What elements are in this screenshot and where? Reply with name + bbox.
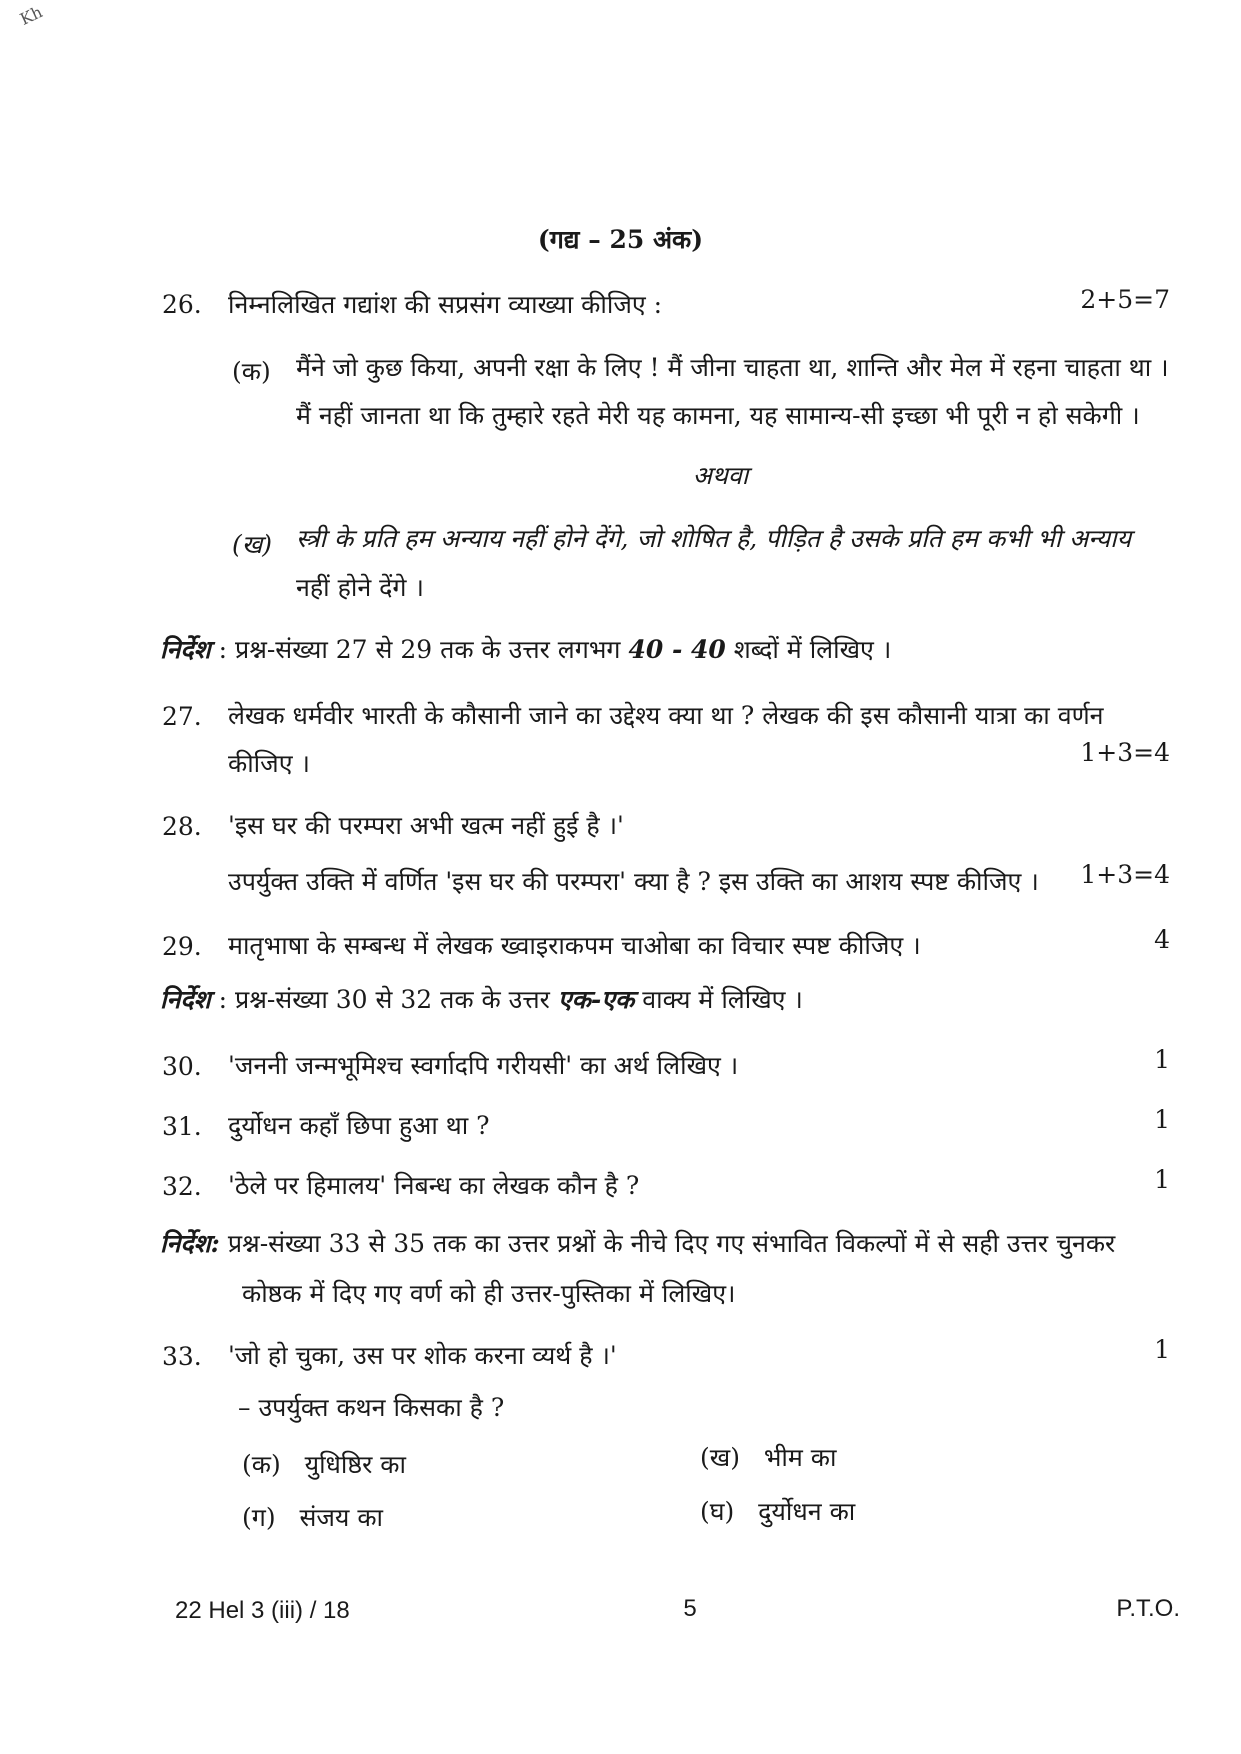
q28-number: 28.: [162, 812, 202, 841]
instruction-pre: : प्रश्न-संख्या 30 से 32 तक के उत्तर: [218, 985, 550, 1014]
q29-number: 29.: [162, 932, 202, 961]
instruction-label: निर्देश: [160, 635, 211, 664]
pto-label: P.T.O.: [1116, 1595, 1180, 1622]
option-label: (घ): [700, 1497, 735, 1526]
q30-number: 30.: [162, 1052, 202, 1081]
q26-marks: 2+5=7: [1080, 285, 1170, 314]
instruction-30-32: [160, 982, 803, 1016]
q29-text: मातृभाषा के सम्बन्ध में लेखक ख्वाइराकपम चाओबा का विचार स्पष्ट कीजिए ।: [228, 931, 921, 960]
q26-a-line1: मैंने जो कुछ किया, अपनी रक्षा के लिए ! मैं जीना चाहता था, शान्ति और मेल में रहना चाहता था ।: [296, 353, 1169, 382]
option-label: (ग): [242, 1503, 276, 1532]
q31-text: दुर्योधन कहाँ छिपा हुआ था ?: [228, 1111, 490, 1140]
q27-number: 27.: [162, 702, 202, 731]
q32-text: 'ठेले पर हिमालय' निबन्ध का लेखक कौन है ?: [228, 1171, 640, 1200]
option-label: (ख): [700, 1443, 740, 1472]
option-text: दुर्योधन का: [758, 1497, 856, 1526]
q31-number: 31.: [162, 1112, 202, 1141]
q30-marks: 1: [1154, 1045, 1170, 1074]
q26-a-label: (क): [232, 357, 271, 386]
paper-code: 22 Hel 3 (iii) / 18: [175, 1597, 350, 1624]
q31-marks: 1: [1154, 1105, 1170, 1134]
option-text: युधिष्ठिर का: [304, 1450, 406, 1479]
q33-line2: – उपर्युक्त कथन किसका है ?: [238, 1393, 505, 1422]
q33-number: 33.: [162, 1342, 202, 1371]
q33-marks: 1: [1154, 1335, 1170, 1364]
instruction-33-35: [160, 1226, 1115, 1260]
option-text: संजय का: [299, 1503, 384, 1532]
page-number: 5: [683, 1595, 697, 1622]
q28-line1: 'इस घर की परम्परा अभी खत्म नहीं हुई है ।': [228, 811, 624, 840]
q33-option-d: [700, 1494, 855, 1528]
q26-or: अथवा: [692, 461, 749, 490]
q26-b-label: (ख): [232, 530, 272, 559]
option-text: भीम का: [763, 1443, 837, 1472]
q28-marks: 1+3=4: [1080, 860, 1170, 889]
q26-text: निम्नलिखित गद्यांश की सप्रसंग व्याख्या कीजिए :: [228, 290, 663, 319]
q32-marks: 1: [1154, 1165, 1170, 1194]
q26-number: 26.: [162, 290, 202, 319]
instruction-pre: : प्रश्न-संख्या 27 से 29 तक के उत्तर लगभग: [218, 635, 621, 664]
q26-a-line2: मैं नहीं जानता था कि तुम्हारे रहते मेरी यह कामना, यह सामान्य-सी इच्छा भी पूरी न हो सकेगी ।: [296, 401, 1140, 430]
q29-marks: 4: [1154, 925, 1170, 954]
instruction-emphasis: एक-एक: [557, 985, 635, 1014]
corner-mark: Kh: [17, 2, 46, 29]
instruction-post: शब्दों में लिखिए ।: [733, 635, 892, 664]
q33-option-c: [242, 1500, 383, 1534]
q26-b-line2: नहीं होने देंगे ।: [296, 573, 424, 602]
instruction-line1: प्रश्न-संख्या 33 से 35 तक का उत्तर प्रश्नों के नीचे दिए गए संभावित विकल्पों में से सही उत्तर चुनकर: [227, 1229, 1116, 1258]
q33-line1: 'जो हो चुका, उस पर शोक करना व्यर्थ है ।': [228, 1341, 617, 1370]
q27-marks: 1+3=4: [1080, 738, 1170, 767]
instruction-label: निर्देश: [160, 985, 211, 1014]
instruction-word-count: 40 - 40: [628, 635, 726, 664]
instruction-33-35-line2: कोष्ठक में दिए गए वर्ण को ही उत्तर-पुस्तिका में लिखिए।: [242, 1279, 736, 1308]
q33-option-b: [700, 1440, 836, 1474]
option-label: (क): [242, 1450, 281, 1479]
q28-line2: उपर्युक्त उक्ति में वर्णित 'इस घर की परम्परा' क्या है ? इस उक्ति का आशय स्पष्ट कीजिए ।: [228, 867, 1039, 896]
q27-line2: कीजिए ।: [228, 749, 310, 778]
q27-line1: लेखक धर्मवीर भारती के कौसानी जाने का उद्देश्य क्या था ? लेखक की इस कौसानी यात्रा का वर्णन: [228, 701, 1104, 730]
instruction-27-29: [160, 632, 891, 666]
instruction-label: निर्देश:: [160, 1229, 220, 1258]
q32-number: 32.: [162, 1172, 202, 1201]
section-heading: (गद्य – 25 अंक): [537, 225, 704, 254]
q26-b-line1: स्त्री के प्रति हम अन्याय नहीं होने देंगे, जो शोषित है, पीड़ित है उसके प्रति हम कभी भी अन्याय: [296, 524, 1132, 553]
instruction-post: वाक्य में लिखिए ।: [642, 985, 803, 1014]
q30-text: 'जननी जन्मभूमिश्च स्वर्गादपि गरीयसी' का अर्थ लिखिए ।: [228, 1051, 739, 1080]
q33-option-a: [242, 1447, 406, 1481]
